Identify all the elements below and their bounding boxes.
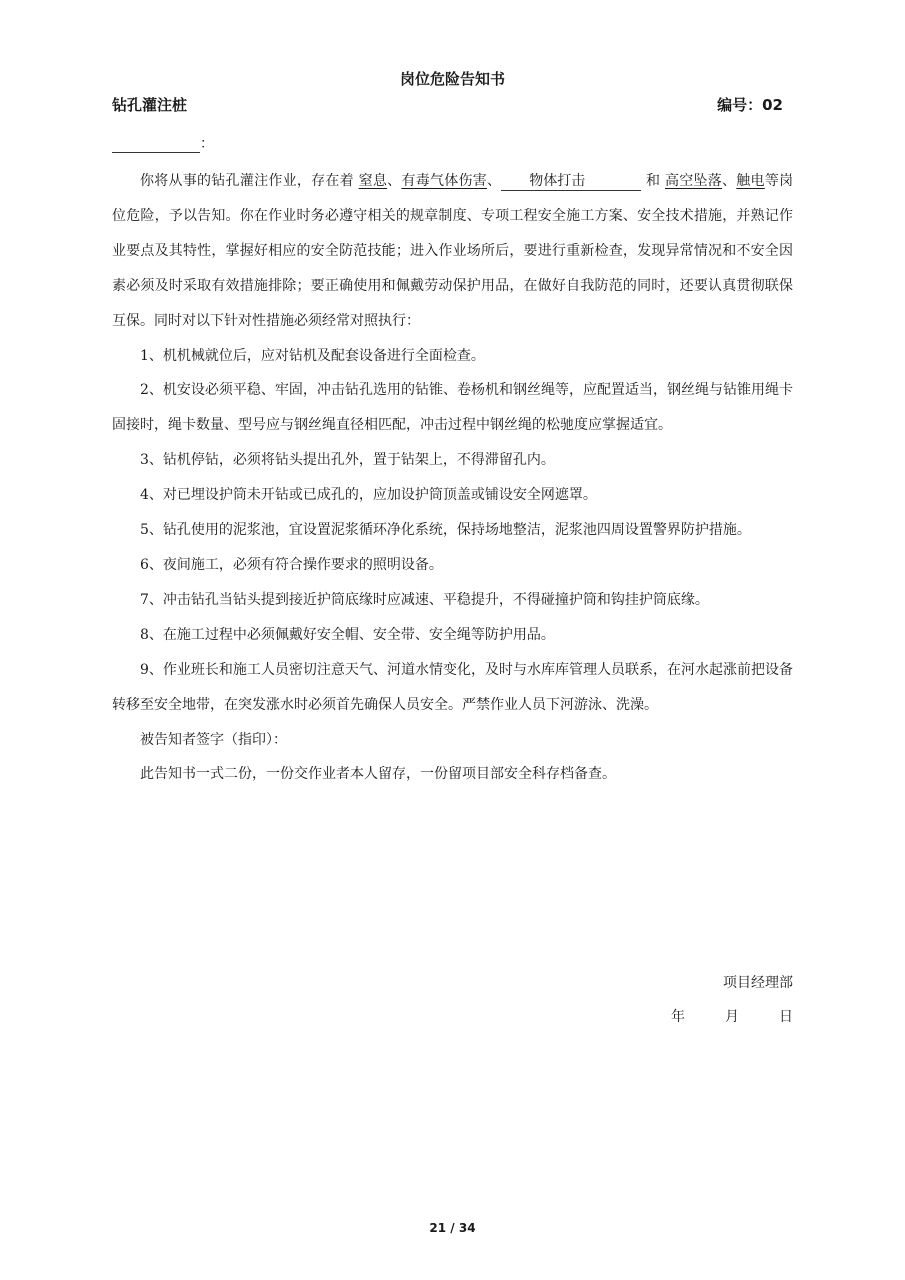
- document-title: 岗位危险告知书: [399, 70, 505, 88]
- date-month: 月: [725, 1009, 739, 1025]
- hazard-1: 窒息: [358, 173, 388, 189]
- measure-item: 5、钻孔使用的泥浆池，宜设置泥浆循环净化系统，保持场地整洁，泥浆池四周设置警界防护措施。: [140, 522, 751, 539]
- intro-rest: 等岗位危险，予以告知。你在作业时务必遵守相关的规章制度、专项工程安全施工方案、安全技术措施，并熟记作业要点及其特性，掌握好相应的安全防范技能；进入作业场所后，要进行重新检查，发现异常情况和不安全因素必须及时采取有效措施排除；要正确使用和佩戴劳动保护用品，在做好自我防范的同时，还要认真贯彻联保互保。同时对以下针对性措施必须经常对照执行：: [112, 173, 794, 329]
- measure-item: 3、钻机停钻，必须将钻头提出孔外，置于钻架上，不得滞留孔内。: [140, 452, 555, 469]
- date-day: 日: [779, 1009, 793, 1025]
- intro-lead: 你将从事的钻孔灌注作业，存在着: [140, 173, 354, 189]
- page-footer: [0, 1221, 905, 1235]
- addressee-line: [112, 133, 214, 153]
- hazard-sep: 、: [722, 173, 737, 189]
- date-year: 年: [671, 1009, 685, 1025]
- hazard-4: 高空坠落: [664, 173, 723, 189]
- measure-item: 8、在施工过程中必须佩戴好安全帽、安全带、安全绳等防护用品。: [140, 626, 555, 643]
- document-number: 编号：02: [717, 96, 783, 114]
- measure-item: 4、对已埋设护筒未开钻或已成孔的，应加设护筒顶盖或铺设安全网遮罩。: [140, 487, 597, 504]
- hazard-3: 物体打击: [529, 173, 586, 189]
- page-separator: /: [450, 1221, 455, 1235]
- hazard-5: 触电: [736, 173, 765, 189]
- copies-note: 此告知书一式二份，一份交作业者本人留存，一份留项目部安全科存档备查。: [140, 766, 616, 783]
- hazard-3-field: [501, 172, 641, 191]
- work-type-label: 钻孔灌注桩: [112, 96, 188, 114]
- page-number: 21: [429, 1221, 447, 1235]
- signature-line: 被告知者签字（指印）：: [140, 731, 287, 748]
- page-total: 34: [458, 1221, 476, 1235]
- measure-item: 1、机机械就位后，应对钻机及配套设备进行全面检查。: [140, 347, 485, 364]
- notice-body: [112, 164, 793, 792]
- date-line: [671, 1006, 793, 1026]
- addressee-colon: ：: [200, 136, 214, 152]
- measure-item: 7、冲击钻孔当钻头提到接近护筒底缘时应减速、平稳提升，不得碰撞护筒和钩挂护筒底缘。: [140, 591, 709, 608]
- hazard-2: 有毒气体伤害: [401, 173, 488, 189]
- department-label: 项目经理部: [723, 975, 793, 991]
- intro-paragraph: [112, 164, 793, 339]
- measure-item: 6、夜间施工，必须有符合操作要求的照明设备。: [140, 556, 443, 573]
- measure-item: 9、作业班长和施工人员密切注意天气、河道水情变化，及时与水库库管理人员联系，在河水起涨前把设备转移至安全地带，在突发涨水时必须首先确保人员安全。严禁作业人员下河游泳、洗澡。: [112, 661, 793, 713]
- hazard-sep: 、: [387, 173, 402, 189]
- addressee-blank: [112, 138, 200, 153]
- hazard-and: 和: [646, 173, 661, 189]
- hazard-sep: 、: [487, 173, 502, 189]
- measure-item: 2、机安设必须平稳、牢固，冲击钻孔选用的钻锥、卷杨机和钢丝绳等，应配置适当，钢丝绳与钻锥用绳卡固接时，绳卡数量、型号应与钢丝绳直径相匹配，冲击过程中钢丝绳的松驰度应掌握适宜。: [112, 382, 793, 434]
